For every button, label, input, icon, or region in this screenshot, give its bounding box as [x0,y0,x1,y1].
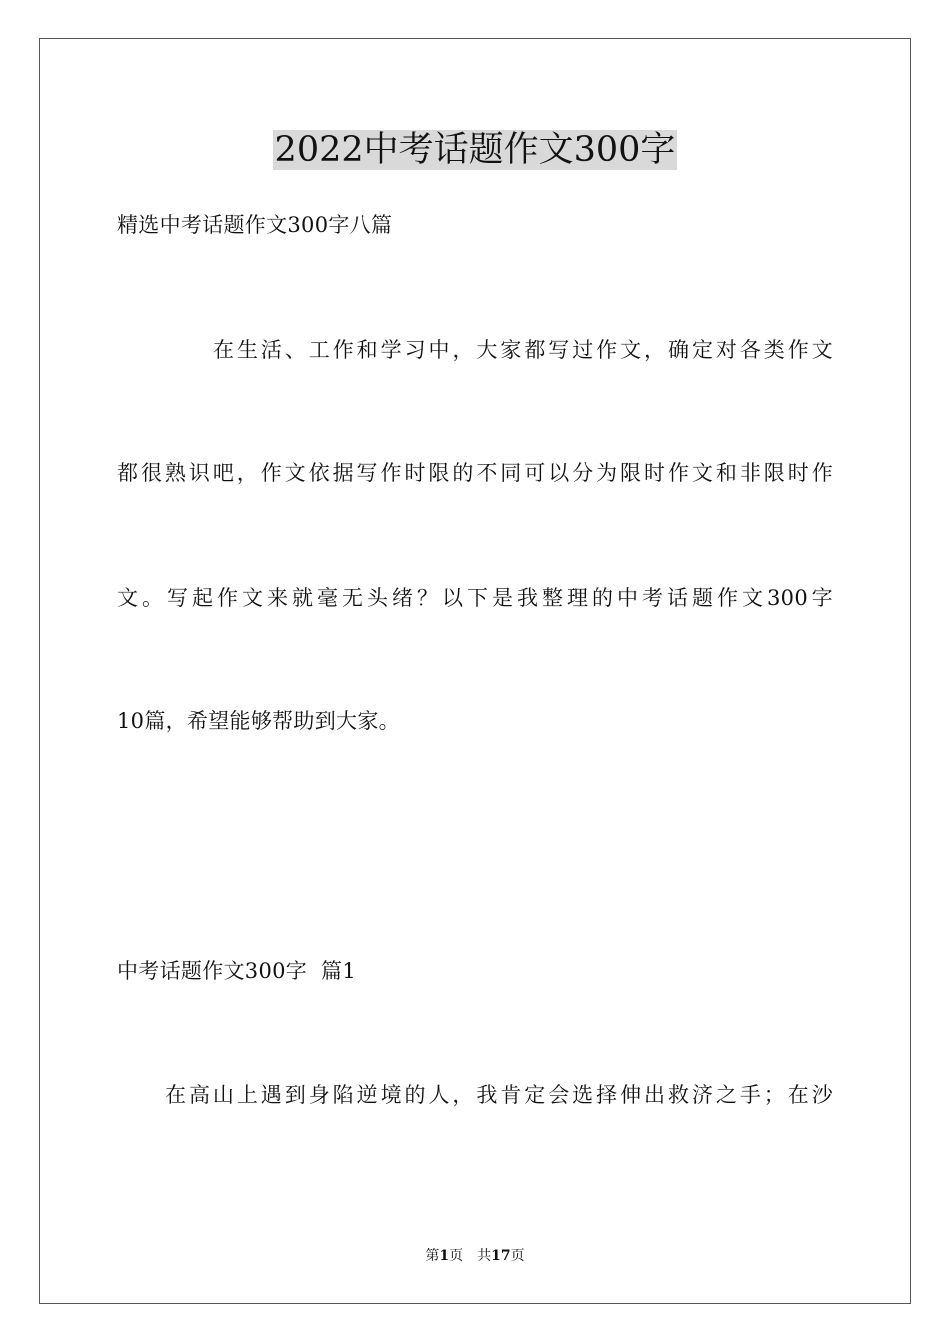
page-current: 1 [439,1248,450,1264]
document-title [0,128,950,172]
document-title-text: 2022中考话题作文300字 [274,130,676,170]
document-subtitle: 精选中考话题作文300字八篇 [117,213,393,237]
total-prefix: 共 [477,1248,492,1264]
intro-line-2: 都很熟识吧，作文依据写作时限的不同可以分为限时作文和非限时作 [117,461,833,485]
intro-line-4: 10篇，希望能够帮助到大家。 [117,709,400,733]
page-total: 17 [491,1248,511,1264]
intro-line-1: 在生活、工作和学习中，大家都写过作文，确定对各类作文 [213,338,833,362]
page-suffix: 页 [449,1248,464,1264]
section-heading: 中考话题作文300字 篇1 [117,959,356,983]
section-line-1: 在高山上遇到身陷逆境的人，我肯定会选择伸出救济之手；在沙 [165,1083,833,1107]
page-prefix: 第 [425,1248,440,1264]
intro-line-3: 文。写起作文来就毫无头绪？以下是我整理的中考话题作文300字 [117,586,833,610]
page-footer [0,1247,950,1265]
total-suffix: 页 [510,1248,525,1264]
